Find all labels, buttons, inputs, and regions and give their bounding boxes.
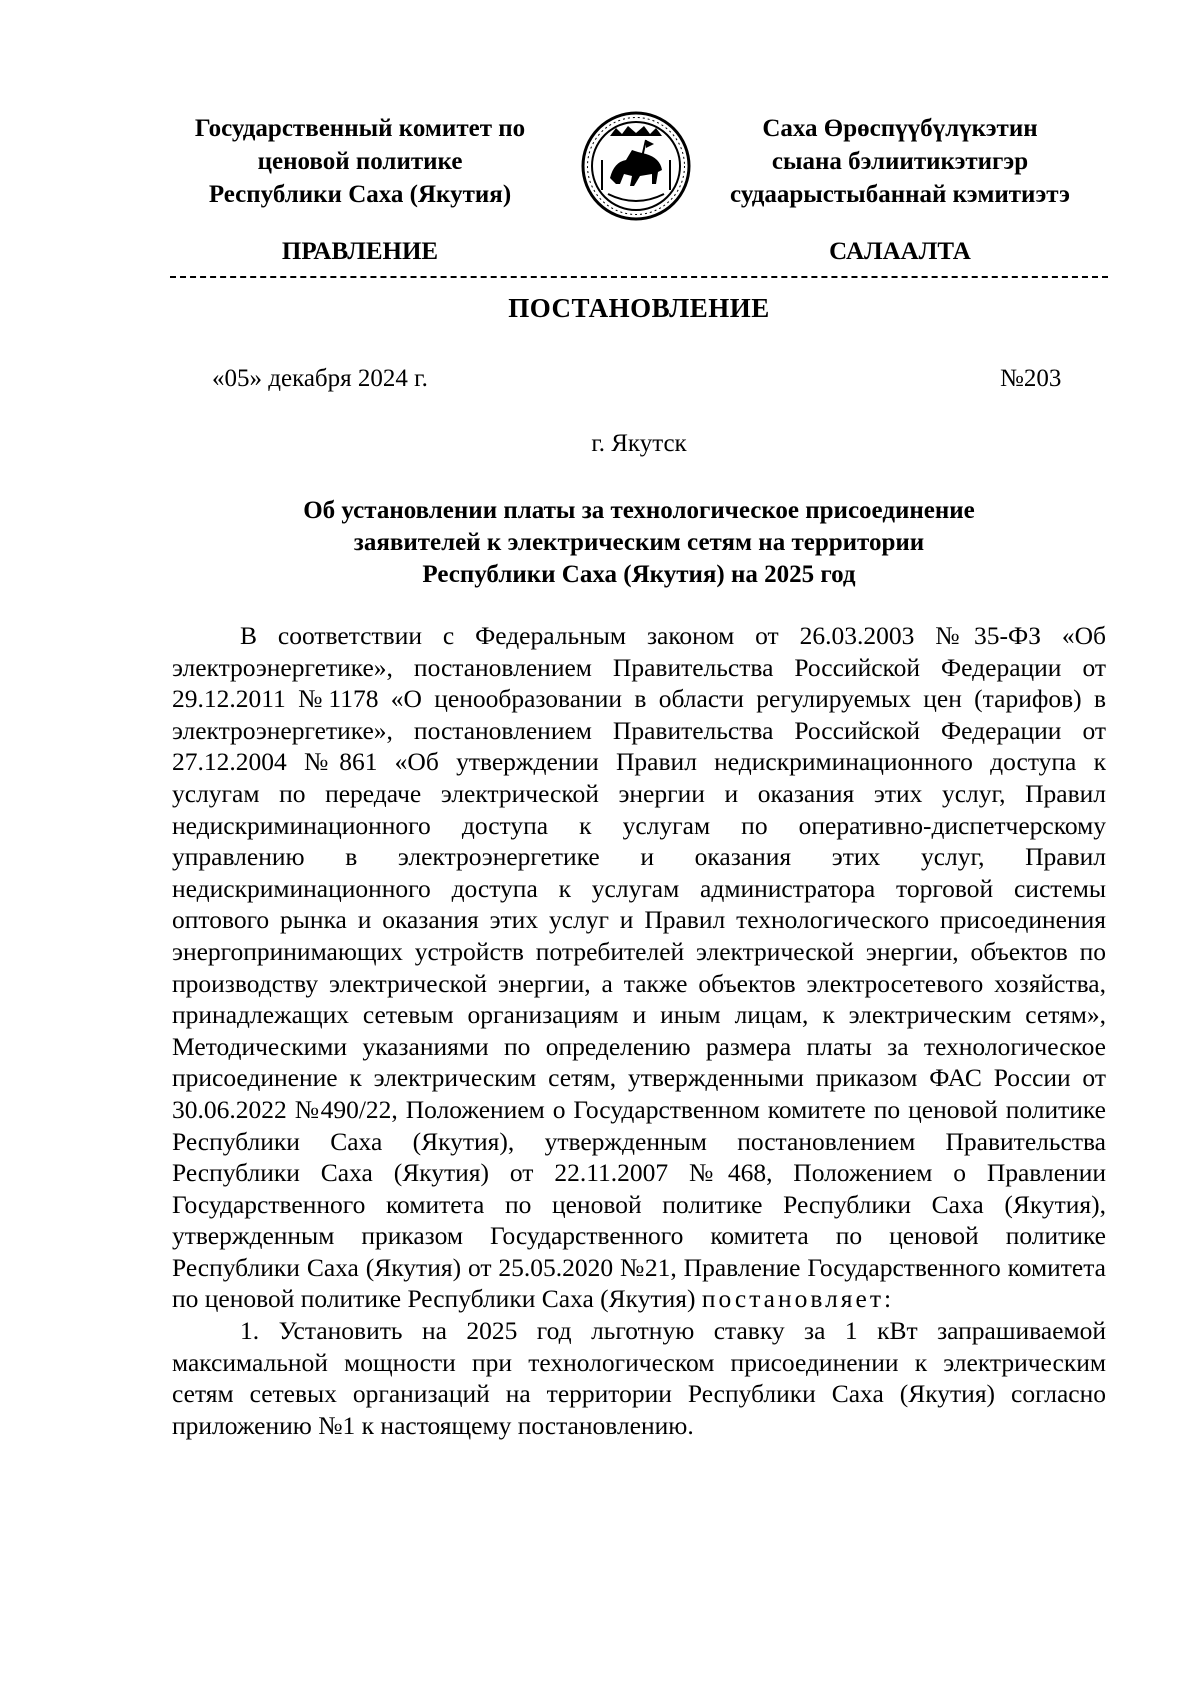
document-city: г. Якутск bbox=[591, 430, 687, 457]
board-label-russian: ПРАВЛЕНИЕ bbox=[281, 238, 439, 265]
issuer-sah-line2: сыана бэлиитикэтигэр bbox=[771, 148, 1029, 175]
board-label-yakut: САЛААЛТА bbox=[829, 238, 971, 265]
document-body bbox=[172, 620, 1106, 1441]
document-type-title: ПОСТАНОВЛЕНИЕ bbox=[508, 293, 770, 323]
issuer-ru-line3: Республики Саха (Якутия) bbox=[208, 181, 512, 208]
issuer-sah-line3: судаарыстыбаннай кэмитиэтэ bbox=[730, 181, 1070, 208]
resolves-word: постановляет: bbox=[701, 1284, 895, 1314]
document-subject bbox=[200, 495, 1078, 591]
preamble-text: В соответствии с Федеральным законом от 26.03.2003 №35-ФЗ «Об электроэнергетике», постановлением Правительства Российской Федерации от 29.12.2011 №1178 «О ценообразовании в области регулируемых цен (тарифов) в электроэнергетике», постановлением Правительства Российской Федерации от 27.12.2004 №861 «Об утверждении Правил недискриминационного доступа к услугам по передаче электрической энергии и оказания этих услуг, Правил недискриминационного доступа к услугам по оперативно-диспетчерскому управлению в электроэнергетике и оказания этих услуг, Правил недискриминационного доступа к услугам администратора торговой системы оптового рынка и оказания этих услуг и Правил технологического присоединения энергопринимающих устройств потребителей электрической энергии, объектов по производству электрической энергии, а также объектов электросетевого хозяйства, принадлежащих сетевым организациям и иным лицам, к электрическим сетям», Методическими указаниями по определению размера платы за технологическое присоединение к электрическим сетям, утвержденными приказом ФАС России от 30.06.2022 №490/22, Положением о Государственном комитете по ценовой политике Республики Саха (Якутия), утвержденным постановлением Правительства Республики Саха (Якутия) от 22.11.2007 №468, Положением о Правлении Государственного комитета по ценовой политике Республики Саха (Якутия), утвержденным приказом Государственного комитета по ценовой политике Республики Саха (Якутия) от 25.05.2020 №21, Правление Государственного комитета по ценовой политике Республики Саха (Якутия) bbox=[172, 621, 1106, 1314]
item-1-paragraph: 1. Установить на 2025 год льготную ставку за 1 кВт запрашиваемой максимальной мощности при технологическом присоединении к электрическим сетям сетевых организаций на территории Республики Саха (Якутия) согласно приложению №1 к настоящему постановлению. bbox=[172, 1316, 1106, 1440]
subject-line1: Об установлении платы за технологическое присоединение bbox=[303, 497, 975, 524]
issuer-ru-line1: Государственный комитет по bbox=[194, 115, 526, 142]
document-date: «05» декабря 2024 г. bbox=[212, 365, 428, 392]
subject-line3: Республики Саха (Якутия) на 2025 год bbox=[422, 561, 856, 588]
issuer-ru-line2: ценовой политике bbox=[257, 148, 463, 175]
document-number: №203 bbox=[1000, 365, 1062, 392]
sakha-coat-of-arms-icon bbox=[580, 110, 692, 222]
header-divider bbox=[170, 276, 1108, 278]
issuer-sah-line1: Саха Өрөспүүбүлүкэтин bbox=[762, 115, 1038, 142]
issuer-name-yakut bbox=[720, 112, 1080, 211]
preamble-paragraph bbox=[172, 620, 1106, 1315]
issuer-name-russian bbox=[170, 112, 550, 211]
subject-line2: заявителей к электрическим сетям на территории bbox=[353, 529, 925, 556]
